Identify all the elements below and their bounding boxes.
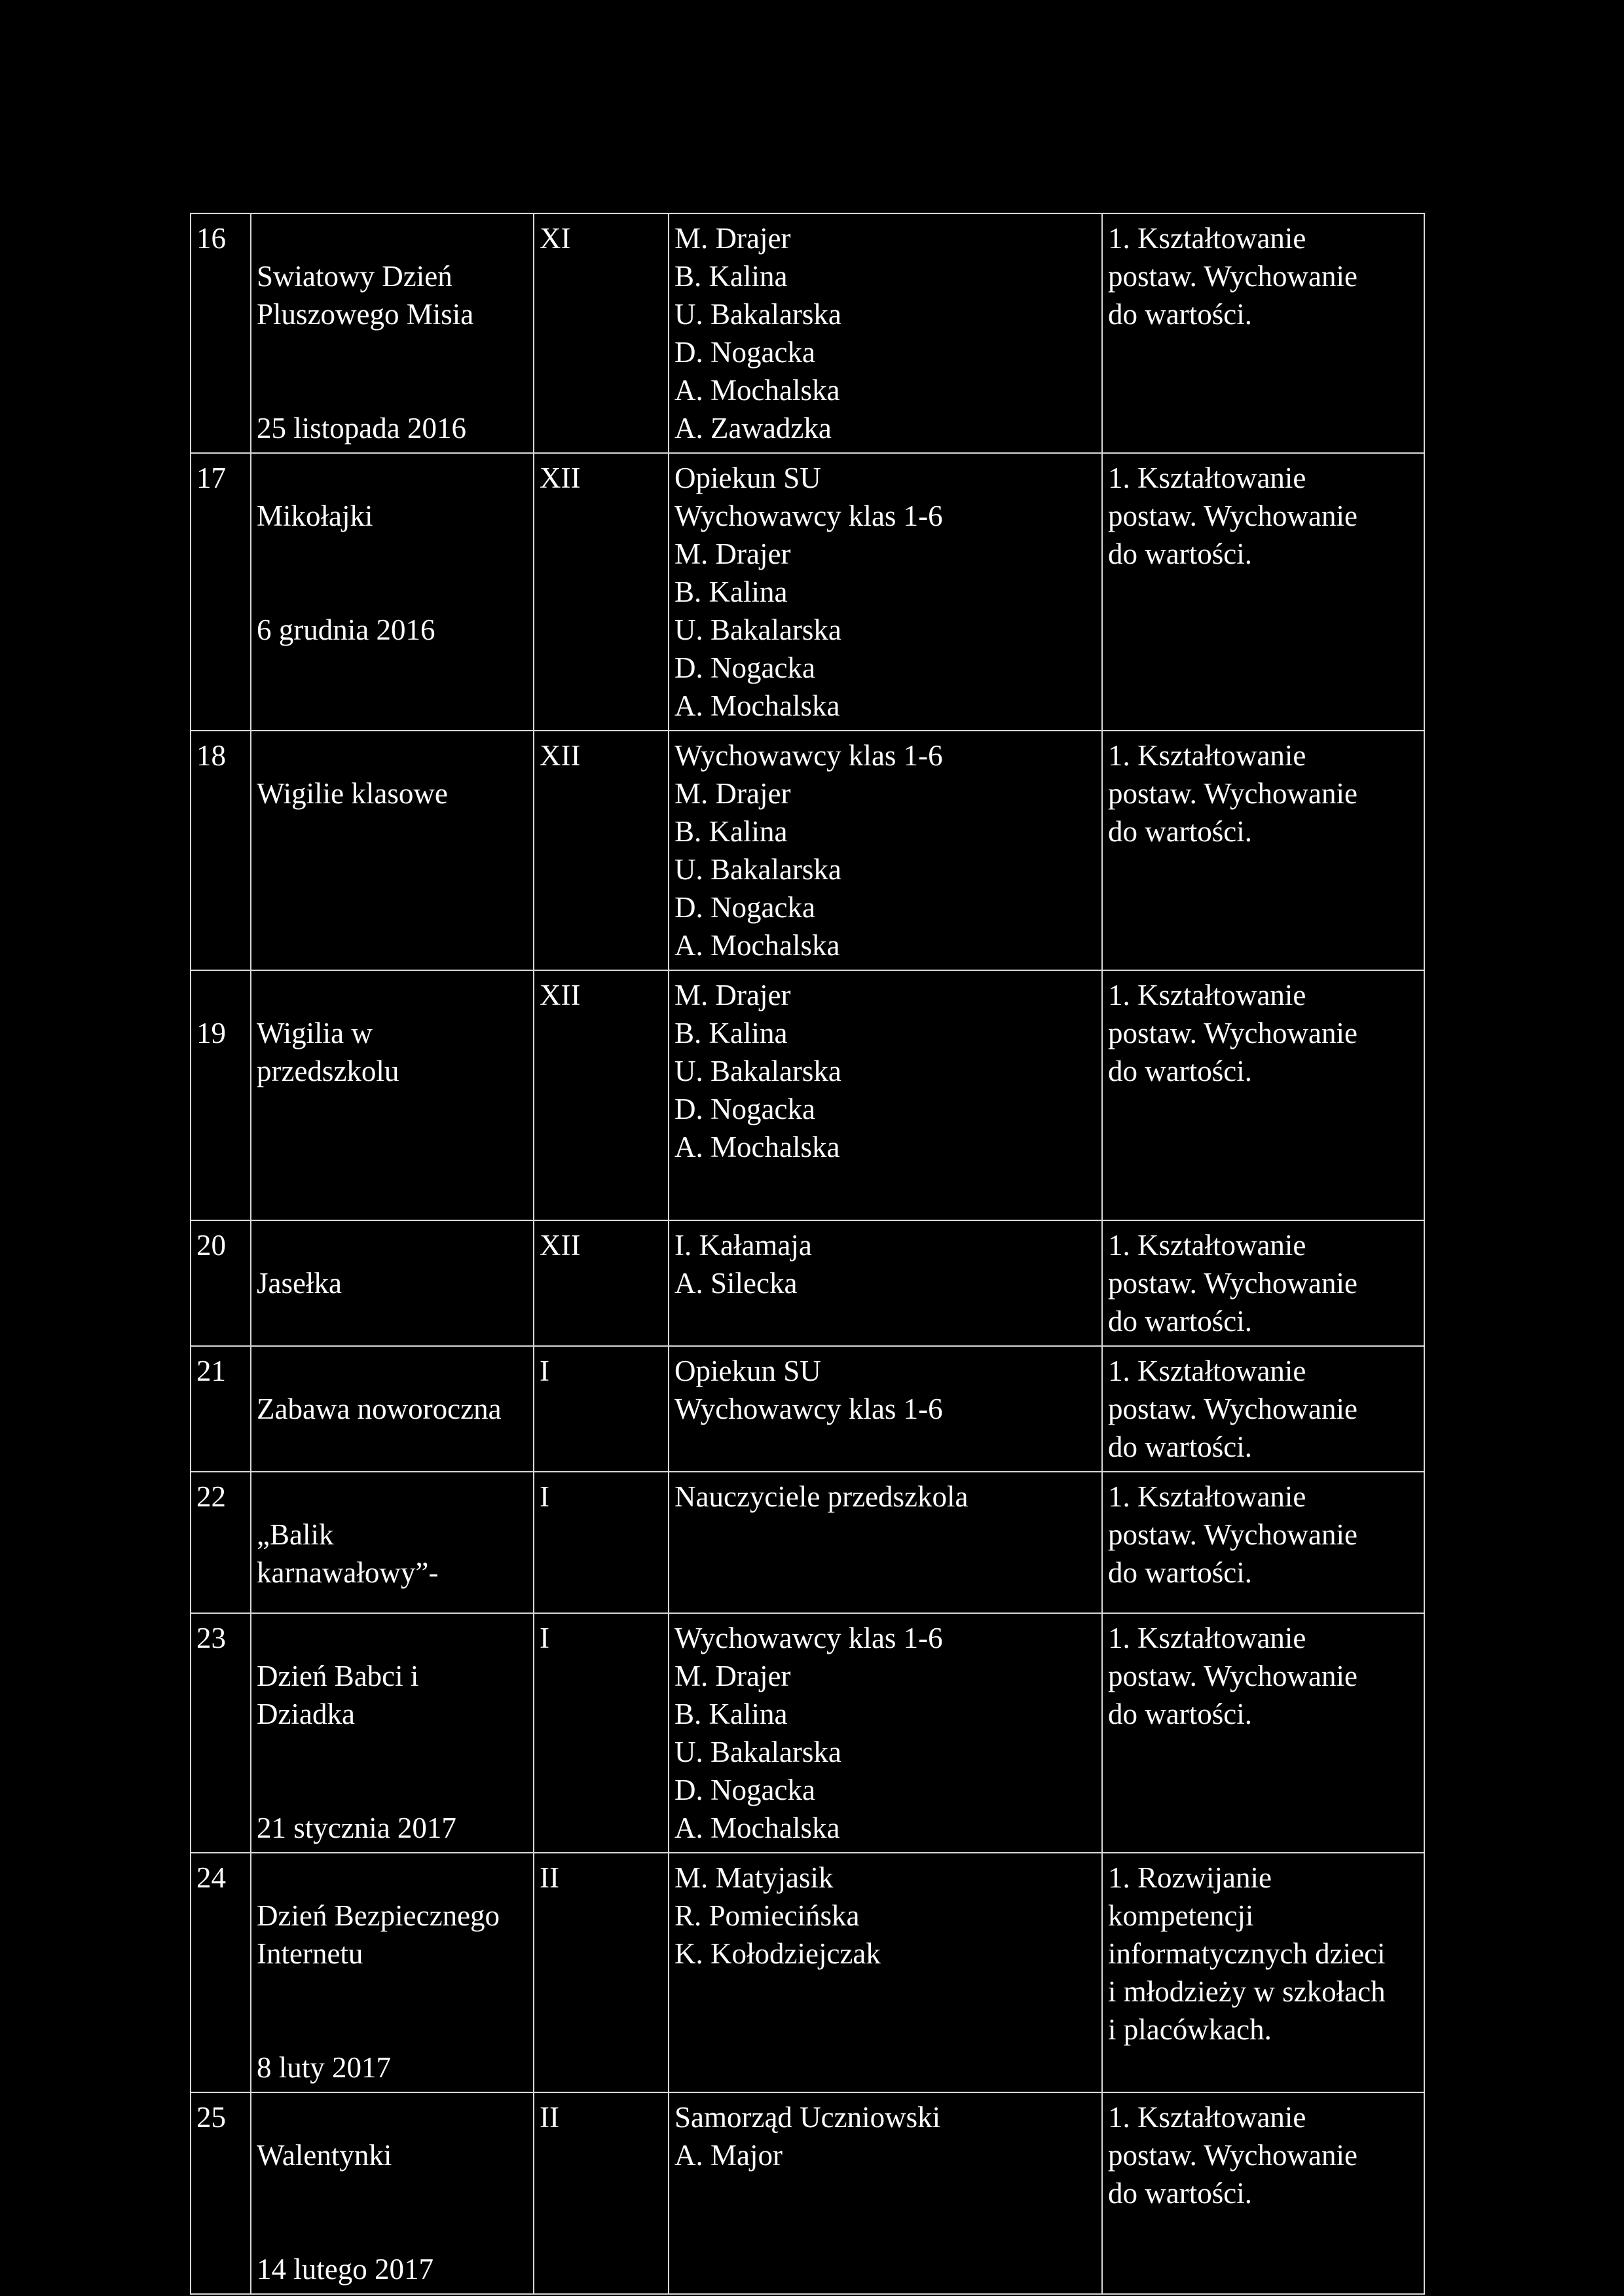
row-number: 22 <box>191 1472 251 1613</box>
month-cell: I <box>534 1472 669 1613</box>
event-cell <box>251 1613 534 1853</box>
events-table <box>190 213 1425 2295</box>
row-number: 19 <box>191 970 251 1220</box>
event-name: Mikołajki <box>257 500 373 532</box>
event-date: 25 listopada 2016 <box>257 412 466 445</box>
event-cell <box>251 1220 534 1346</box>
events-table-container <box>190 213 1424 2295</box>
event-name: Dzień Bezpiecznego Internetu <box>257 1899 500 1970</box>
event-cell <box>251 1472 534 1613</box>
responsible-cell: Wychowawcy klas 1-6 M. Drajer B. Kalina U. Bakalarska D. Nogacka A. Mochalska <box>669 731 1102 970</box>
event-cell <box>251 731 534 970</box>
table-row <box>191 2092 1424 2294</box>
event-date: 6 grudnia 2016 <box>257 613 435 646</box>
responsible-cell: Opiekun SU Wychowawcy klas 1-6 <box>669 1346 1102 1472</box>
row-number: 18 <box>191 731 251 970</box>
row-number: 20 <box>191 1220 251 1346</box>
table-row <box>191 1346 1424 1472</box>
row-number: 21 <box>191 1346 251 1472</box>
responsible-cell: M. Drajer B. Kalina U. Bakalarska D. Nogacka A. Mochalska <box>669 970 1102 1220</box>
responsible-cell: M. Drajer B. Kalina U. Bakalarska D. Nogacka A. Mochalska A. Zawadzka <box>669 213 1102 453</box>
table-row <box>191 970 1424 1220</box>
table-row <box>191 213 1424 453</box>
responsible-cell: Samorząd Uczniowski A. Major <box>669 2092 1102 2294</box>
event-date: 21 stycznia 2017 <box>257 1812 456 1844</box>
goal-cell: 1. Kształtowanie postaw. Wychowanie do wartości. <box>1102 731 1424 970</box>
event-cell <box>251 970 534 1220</box>
table-row <box>191 453 1424 731</box>
responsible-cell: M. Matyjasik R. Pomiecińska K. Kołodziejczak <box>669 1853 1102 2092</box>
row-number: 23 <box>191 1613 251 1853</box>
table-row <box>191 1220 1424 1346</box>
month-cell: XII <box>534 970 669 1220</box>
table-row <box>191 1853 1424 2092</box>
event-name: Jasełka <box>257 1267 342 1300</box>
month-cell: I <box>534 1346 669 1472</box>
month-cell: I <box>534 1613 669 1853</box>
row-number: 25 <box>191 2092 251 2294</box>
goal-cell: 1. Kształtowanie postaw. Wychowanie do wartości. <box>1102 453 1424 731</box>
month-cell: XII <box>534 453 669 731</box>
goal-cell: 1. Kształtowanie postaw. Wychowanie do wartości. <box>1102 1613 1424 1853</box>
row-number: 17 <box>191 453 251 731</box>
goal-cell: 1. Kształtowanie postaw. Wychowanie do wartości. <box>1102 1220 1424 1346</box>
goal-cell: 1. Kształtowanie postaw. Wychowanie do wartości. <box>1102 1346 1424 1472</box>
table-row <box>191 1613 1424 1853</box>
event-name: Swiatowy Dzień Pluszowego Misia <box>257 260 474 331</box>
row-number: 16 <box>191 213 251 453</box>
month-cell: II <box>534 1853 669 2092</box>
responsible-cell: I. Kałamaja A. Silecka <box>669 1220 1102 1346</box>
responsible-cell: Nauczyciele przedszkola <box>669 1472 1102 1613</box>
row-number: 24 <box>191 1853 251 2092</box>
month-cell: XII <box>534 731 669 970</box>
event-name: Wigilia w przedszkolu <box>257 1017 399 1087</box>
goal-cell: 1. Kształtowanie postaw. Wychowanie do wartości. <box>1102 2092 1424 2294</box>
month-cell: XI <box>534 213 669 453</box>
responsible-cell: Wychowawcy klas 1-6 M. Drajer B. Kalina U. Bakalarska D. Nogacka A. Mochalska <box>669 1613 1102 1853</box>
event-name: Zabawa noworoczna <box>257 1393 502 1425</box>
event-cell <box>251 453 534 731</box>
goal-cell: 1. Kształtowanie postaw. Wychowanie do wartości. <box>1102 970 1424 1220</box>
goal-cell: 1. Kształtowanie postaw. Wychowanie do wartości. <box>1102 1472 1424 1613</box>
event-cell <box>251 213 534 453</box>
event-date: 14 lutego 2017 <box>257 2253 434 2286</box>
event-name: „Balik karnawałowy”- <box>257 1518 439 1589</box>
responsible-cell: Opiekun SU Wychowawcy klas 1-6 M. Drajer B. Kalina U. Bakalarska D. Nogacka A. Mochalska <box>669 453 1102 731</box>
event-name: Dzień Babci i Dziadka <box>257 1660 419 1730</box>
event-cell <box>251 1346 534 1472</box>
month-cell: II <box>534 2092 669 2294</box>
goal-cell: 1. Kształtowanie postaw. Wychowanie do wartości. <box>1102 213 1424 453</box>
event-date: 8 luty 2017 <box>257 2051 392 2084</box>
event-cell <box>251 2092 534 2294</box>
month-cell: XII <box>534 1220 669 1346</box>
table-row <box>191 731 1424 970</box>
event-name: Walentynki <box>257 2139 392 2172</box>
table-row <box>191 1472 1424 1613</box>
goal-cell: 1. Rozwijanie kompetencji informatycznych dzieci i młodzieży w szkołach i placówkach. <box>1102 1853 1424 2092</box>
event-name: Wigilie klasowe <box>257 777 448 810</box>
event-cell <box>251 1853 534 2092</box>
